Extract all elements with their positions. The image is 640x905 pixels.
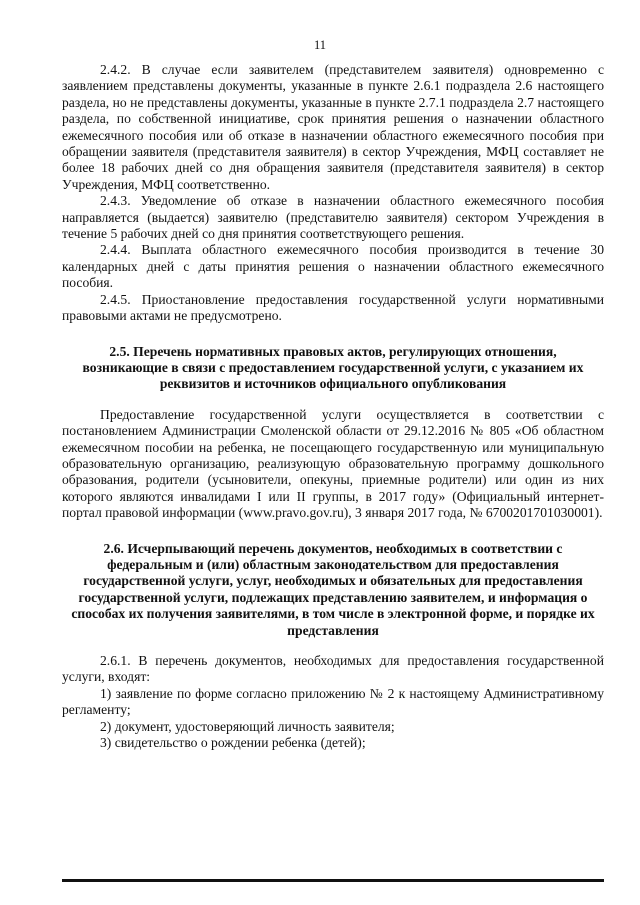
paragraph-2-4-2: 2.4.2. В случае если заявителем (представителем заявителя) одновременно с заявлением представлены документы, указанные в пункте 2.6.1 подраздела 2.6 настоящего раздела, но не представлены документы, указанные в пункте 2.7.1 подраздела 2.7 настоящего раздела, по собственной инициативе, срок принятия решения о назначении областного ежемесячного пособия или об отказе в назначении областного ежемесячного пособия при обращении заявителя (представителя заявителя) в сектор Учреждения, МФЦ составляет не более 18 рабочих дней со дня обращения заявителя (представителя заявителя) в сектор Учреждения, МФЦ соответственно. [62, 62, 604, 192]
spacer [62, 325, 604, 344]
paragraph-2-6-1: 2.6.1. В перечень документов, необходимых для предоставления государственной услуги, входят: [62, 653, 604, 685]
section-heading-2-6: 2.6. Исчерпывающий перечень документов, необходимых в соответствии с федеральным и (или) областным законодательством для предоставления государственной услуги, услуг, необходимых и обязательных для предоставления государственной услуги, подлежащих представлению заявителем, и информация о способах их получения заявителями, в том числе в электронной форме, и порядке их представления [71, 540, 595, 638]
page-content [62, 62, 604, 751]
spacer [62, 393, 604, 407]
paragraph-2-5-body: Предоставление государственной услуги осуществляется в соответствии с постановлением Администрации Смоленской области от 29.12.2016 № 805 «Об областном ежемесячном пособии на ребенка, не посещающего государственную или муниципальную образовательную организацию, реализующую образовательную программу дошкольного образования, родители (усыновители, опекуны, приемные родители) или один из них которого являются инвалидами I или II группы, в 2017 году» (Официальный интернет-портал правовой информации (www.pravo.gov.ru), 3 января 2017 года, № 6700201701030001). [62, 406, 604, 521]
list-item-2: 2) документ, удостоверяющий личность заявителя; [100, 718, 395, 734]
list-item-3: 3) свидетельство о рождении ребенка (детей); [100, 735, 366, 751]
footer-rule [62, 879, 604, 882]
spacer [62, 522, 604, 541]
list-item-1: 1) заявление по форме согласно приложению № 2 к настоящему Административному регламенту; [62, 685, 604, 718]
paragraph-2-4-4: 2.4.4. Выплата областного ежемесячного пособия производится в течение 30 календарных дней с даты принятия решения о назначении областного ежемесячного пособия. [62, 242, 604, 291]
paragraph-2-4-5: 2.4.5. Приостановление предоставления государственной услуги нормативными правовыми актами не предусмотрено. [62, 291, 604, 324]
paragraph-2-4-3: 2.4.3. Уведомление об отказе в назначении областного ежемесячного пособия направляется (выдается) заявителю (представителю заявителя) сектором Учреждения в течение 5 рабочих дней со дня принятия соответствующего решения. [62, 193, 604, 242]
spacer [62, 639, 604, 653]
page-number: 11 [313, 38, 327, 52]
section-heading-2-5: 2.5. Перечень нормативных правовых актов, регулирующих отношения, возникающие в связи с предоставлением государственной услуги, с указанием их реквизитов и источников официального опубликования [82, 343, 584, 392]
